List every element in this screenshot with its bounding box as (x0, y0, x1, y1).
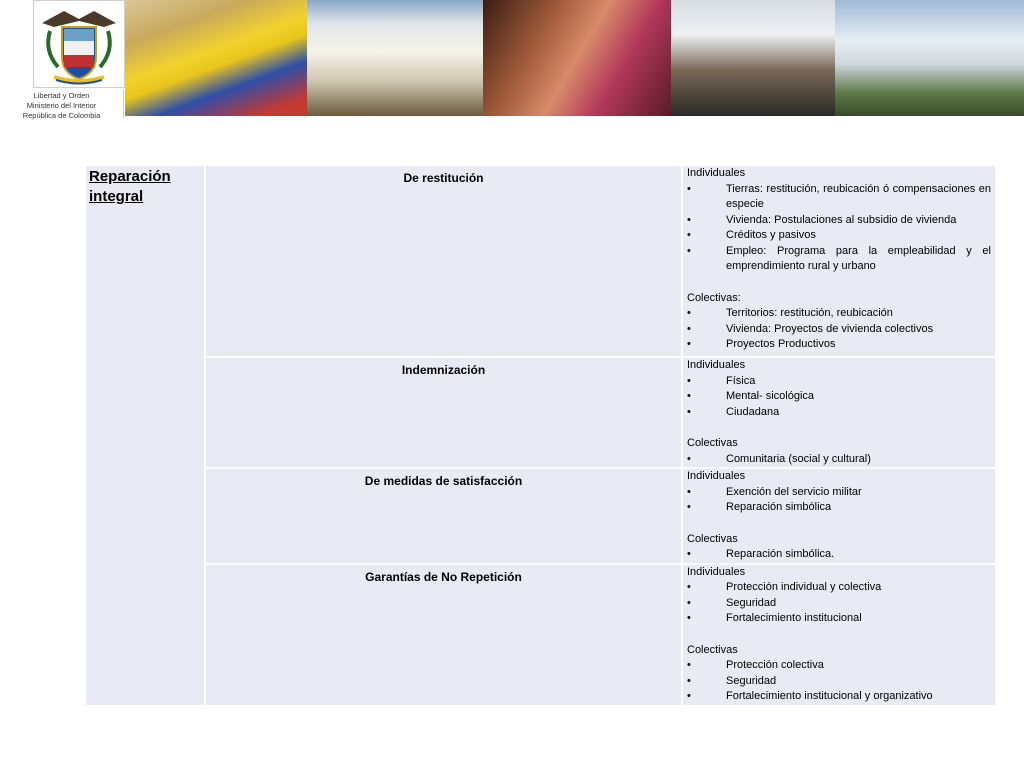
list-item: • Física (687, 374, 756, 387)
banner-photo-building (307, 0, 483, 116)
table-row (86, 166, 995, 357)
banner-photo-group (671, 0, 835, 116)
list-item: • Exención del servicio militar (687, 485, 862, 498)
org-line-ministry: Ministerio del Interior (26, 101, 97, 110)
measure-label: Garantías de No Repetición (365, 569, 522, 584)
list-item: • Créditos y pasivos (687, 229, 816, 241)
list-item: • Protección individual y colectiva (687, 581, 882, 593)
measure-label-cell (205, 357, 682, 468)
collective-heading: Colectivas (687, 532, 738, 545)
collective-heading: Colectivas: (687, 291, 741, 304)
org-line-country: República de Colombia (22, 111, 101, 120)
measure-detail-cell (682, 166, 995, 357)
header-banner (0, 0, 1024, 118)
list-item: • Mental- sicológica (687, 390, 815, 402)
collective-heading: Colectivas (687, 643, 738, 656)
table-row (86, 357, 995, 468)
banner-photo-people (483, 0, 671, 116)
measure-detail-cell (682, 357, 995, 468)
measure-label-cell (205, 564, 682, 705)
list-item: • Vivienda: Postulaciones al subsidio de vivienda (687, 213, 957, 226)
org-name (0, 90, 124, 118)
measure-label-cell (205, 166, 682, 357)
measure-label: De medidas de satisfacción (364, 474, 523, 488)
measure-label: Indemnización (401, 363, 486, 377)
table-row (86, 564, 995, 705)
table-row (86, 468, 995, 564)
list-item: • Tierras: restitución, reubicación ó compensaciones en especie (687, 182, 991, 210)
measure-detail-cell (682, 468, 995, 564)
list-item: • Seguridad (687, 674, 777, 687)
individual-heading: Individuales (687, 470, 746, 482)
org-line-motto: Libertad y Orden (33, 91, 90, 100)
individual-heading: Individuales (687, 167, 746, 179)
coat-of-arms-logo (33, 0, 125, 88)
list-item: • Reparación simbólica. (687, 548, 835, 560)
collective-heading: Colectivas (687, 437, 738, 449)
measure-label: De restitución (403, 171, 484, 185)
list-item: • Fortalecimiento institucional y organizativo (687, 690, 933, 702)
list-item: • Reparación simbólica (687, 501, 832, 513)
list-item: • Proyectos Productivos (687, 338, 836, 350)
reparation-table (86, 166, 995, 705)
list-item: • Territorios: restitución, reubicación (687, 307, 893, 319)
table-title-cell (86, 166, 205, 705)
list-item: • Empleo: Programa para la empleabilidad y el emprendimiento rural y urbano (687, 244, 991, 272)
list-item: • Comunitaria (social y cultural) (687, 452, 871, 465)
list-item: • Vivienda: Proyectos de vivienda colectivos (687, 322, 934, 335)
banner-photo-landscape (835, 0, 1024, 116)
measure-detail-cell (682, 564, 995, 705)
banner-photo-flag (125, 0, 307, 116)
individual-heading: Individuales (687, 565, 746, 578)
list-item: • Seguridad (687, 596, 777, 609)
list-item: • Ciudadana (687, 405, 780, 418)
table-title: Reparación integral (89, 168, 171, 205)
individual-heading: Individuales (687, 359, 746, 371)
measure-label-cell (205, 468, 682, 564)
list-item: • Fortalecimiento institucional (687, 612, 862, 624)
list-item: • Protección colectiva (687, 659, 824, 671)
